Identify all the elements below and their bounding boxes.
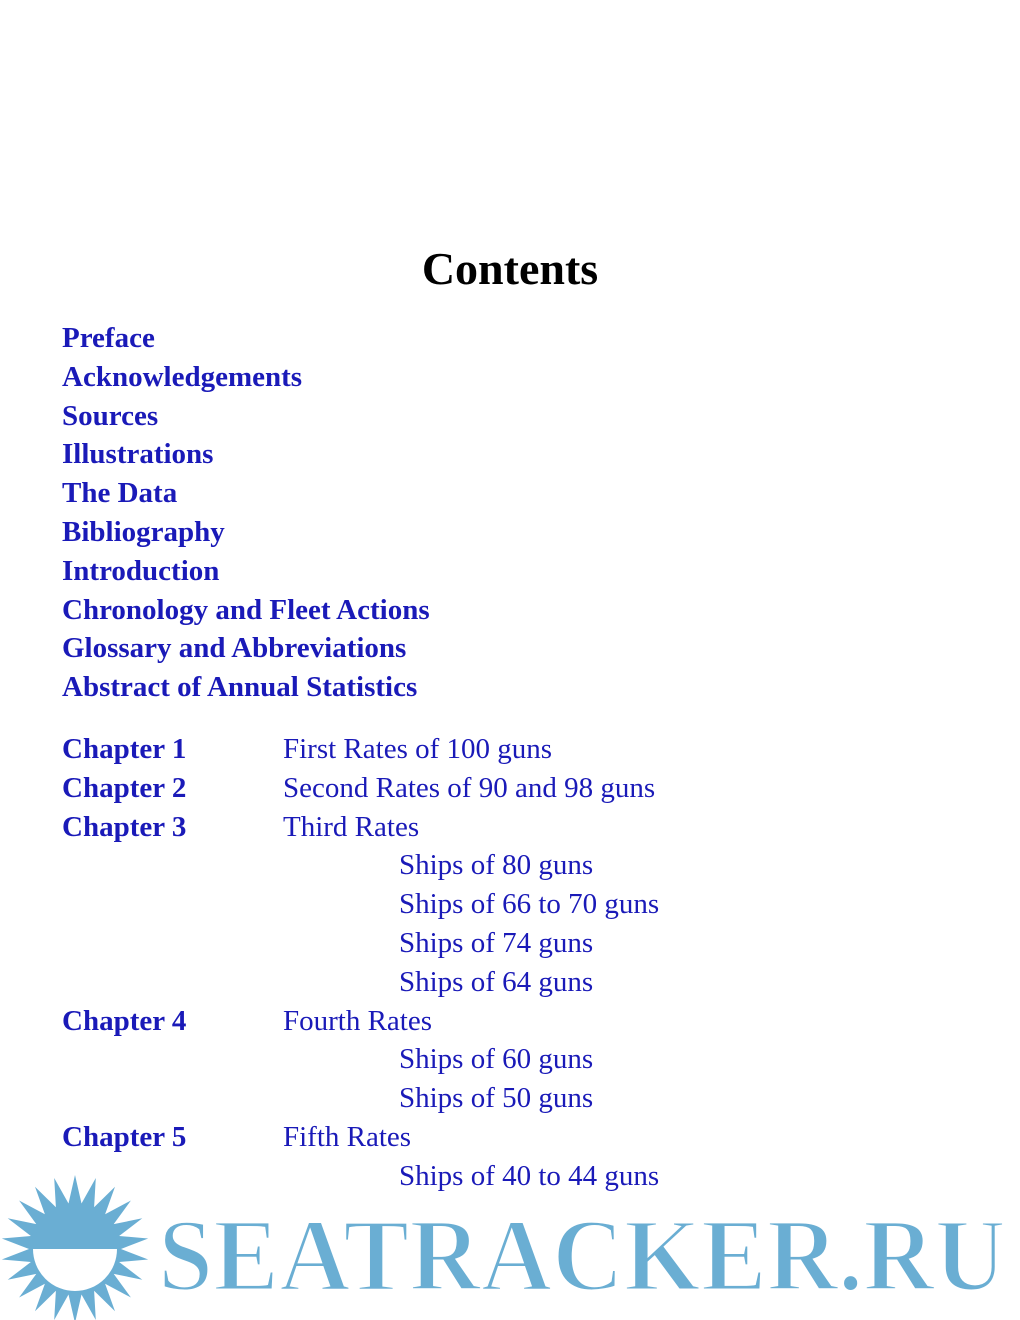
chapter-link-5[interactable]: Chapter 5	[62, 1120, 187, 1153]
toc-link-preface[interactable]: Preface	[62, 322, 155, 354]
chapter-title-2[interactable]: Second Rates of 90 and 98 guns	[283, 771, 656, 804]
chapter-title-3[interactable]: Third Rates	[283, 810, 420, 843]
subsection-link[interactable]: Ships of 66 to 70 guns	[399, 888, 660, 921]
subsection-row	[62, 1079, 962, 1118]
toc-link-glossary[interactable]: Glossary and Abbreviations	[62, 632, 407, 665]
front-matter-list	[62, 319, 430, 707]
chapter-link-2[interactable]: Chapter 2	[62, 771, 187, 804]
subsection-link[interactable]: Ships of 40 to 44 guns	[399, 1159, 660, 1192]
chapter-row	[62, 808, 962, 847]
subsection-row	[62, 885, 962, 924]
chapter-row	[62, 730, 962, 769]
page-title: Contents	[421, 243, 599, 294]
subsection-row	[62, 1040, 962, 1079]
chapter-row	[62, 1002, 962, 1041]
toc-link-acknowledgements[interactable]: Acknowledgements	[62, 360, 303, 393]
toc-link-introduction[interactable]: Introduction	[62, 554, 220, 587]
chapter-title-4[interactable]: Fourth Rates	[283, 1004, 433, 1037]
chapter-row	[62, 1118, 962, 1157]
subsection-link[interactable]: Ships of 64 guns	[399, 965, 594, 998]
sun-icon	[2, 1175, 148, 1320]
subsection-row	[62, 963, 962, 1002]
chapter-title-5[interactable]: Fifth Rates	[283, 1120, 412, 1153]
toc-link-abstract[interactable]: Abstract of Annual Statistics	[62, 671, 418, 704]
watermark-text: SEATRACKER.RU	[158, 1198, 1006, 1313]
chapter-link-1[interactable]: Chapter 1	[62, 733, 187, 765]
chapter-row	[62, 769, 962, 808]
subsection-row	[62, 924, 962, 963]
chapter-title-1[interactable]: First Rates of 100 guns	[283, 733, 553, 765]
subsection-link[interactable]: Ships of 74 guns	[399, 926, 594, 959]
subsection-link[interactable]: Ships of 50 guns	[399, 1082, 594, 1115]
chapter-link-4[interactable]: Chapter 4	[62, 1004, 187, 1037]
subsection-link[interactable]: Ships of 80 guns	[399, 849, 594, 882]
chapter-link-3[interactable]: Chapter 3	[62, 810, 187, 843]
toc-link-bibliography[interactable]: Bibliography	[62, 515, 225, 548]
toc-link-sources[interactable]: Sources	[62, 399, 159, 432]
watermark-logo	[0, 1172, 1020, 1320]
subsection-row	[62, 846, 962, 885]
chapter-list	[62, 730, 962, 1196]
toc-link-chronology[interactable]: Chronology and Fleet Actions	[62, 593, 430, 626]
subsection-link[interactable]: Ships of 60 guns	[399, 1043, 594, 1076]
toc-link-illustrations[interactable]: Illustrations	[62, 438, 214, 471]
toc-link-the-data[interactable]: The Data	[62, 477, 178, 510]
